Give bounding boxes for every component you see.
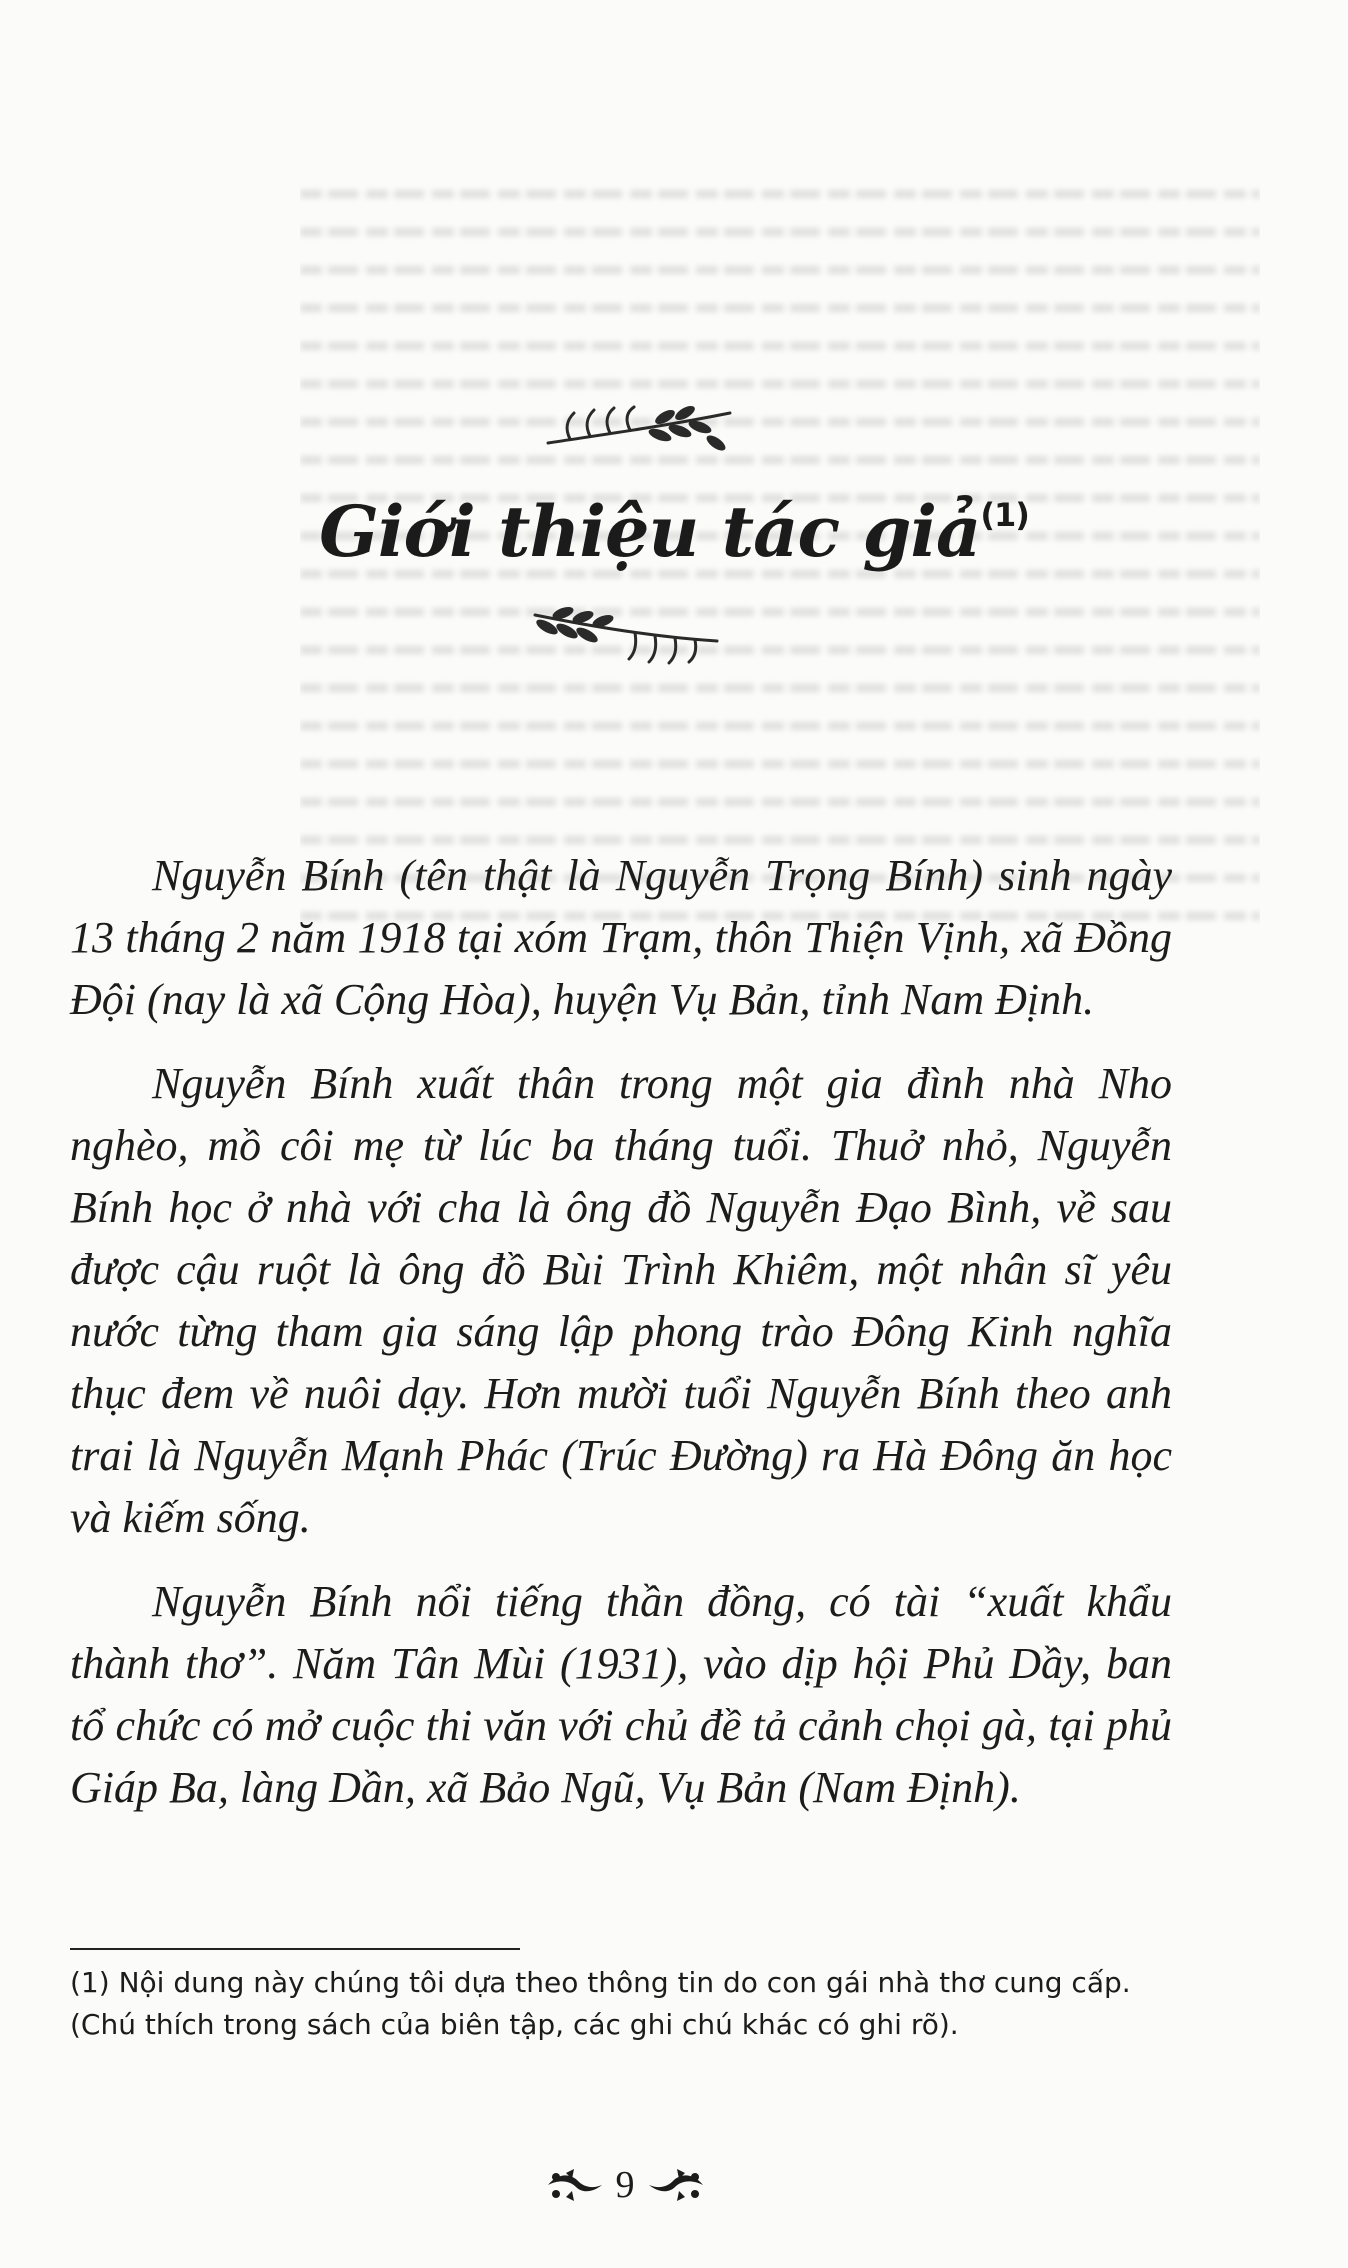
paragraph-3: Nguyễn Bính nổi tiếng thần đồng, có tài “xuất khẩu thành thơ”. Năm Tân Mùi (1931), vào dịp hội Phủ Dầy, ban tổ chức có mở cuộc thi văn với chủ đề tả cảnh chọi gà, tại phủ Giáp Ba, làng Dần, xã Bảo Ngũ, Vụ Bản (Nam Định). <box>70 1577 1172 1812</box>
leaf-ornament-bottom <box>525 605 725 665</box>
flourish-left-icon <box>544 2167 606 2203</box>
footnote-marker[interactable]: (1) <box>980 495 1029 534</box>
title-text: Giới thiệu tác giả <box>319 490 981 573</box>
paragraph-1: Nguyễn Bính (tên thật là Nguyễn Trọng Bính) sinh ngày 13 tháng 2 năm 1918 tại xóm Trạm, thôn Thiện Vịnh, xã Đồng Đội (nay là xã Cộng Hòa), huyện Vụ Bản, tỉnh Nam Định. <box>70 851 1172 1024</box>
body-text <box>70 845 1172 1841</box>
footnote: (1) Nội dung này chúng tôi dựa theo thông tin do con gái nhà thơ cung cấp. (Chú thích trong sách của biên tập, các ghi chú khác có ghi rõ). <box>70 1966 1131 2041</box>
paragraph-2: Nguyễn Bính xuất thân trong một gia đình nhà Nho nghèo, mồ côi mẹ từ lúc ba tháng tuổi. Thuở nhỏ, Nguyễn Bính học ở nhà với cha là ông đồ Nguyễn Đạo Bình, về sau được cậu ruột là ông đồ Bùi Trình Khiêm, một nhân sĩ yêu nước từng tham gia sáng lập phong trào Đông Kinh nghĩa thục đem về nuôi dạy. Hơn mười tuổi Nguyễn Bính theo anh trai là Nguyễn Mạnh Phác (Trúc Đường) ra Hà Đông ăn học và kiếm sống. <box>70 1059 1172 1542</box>
leaf-ornament-top <box>540 405 740 465</box>
page-number-block <box>520 2160 730 2210</box>
footnote-divider <box>70 1948 520 1950</box>
page-title <box>150 490 1198 573</box>
flourish-right-icon <box>645 2167 707 2203</box>
page-number: 9 <box>615 2164 635 2206</box>
